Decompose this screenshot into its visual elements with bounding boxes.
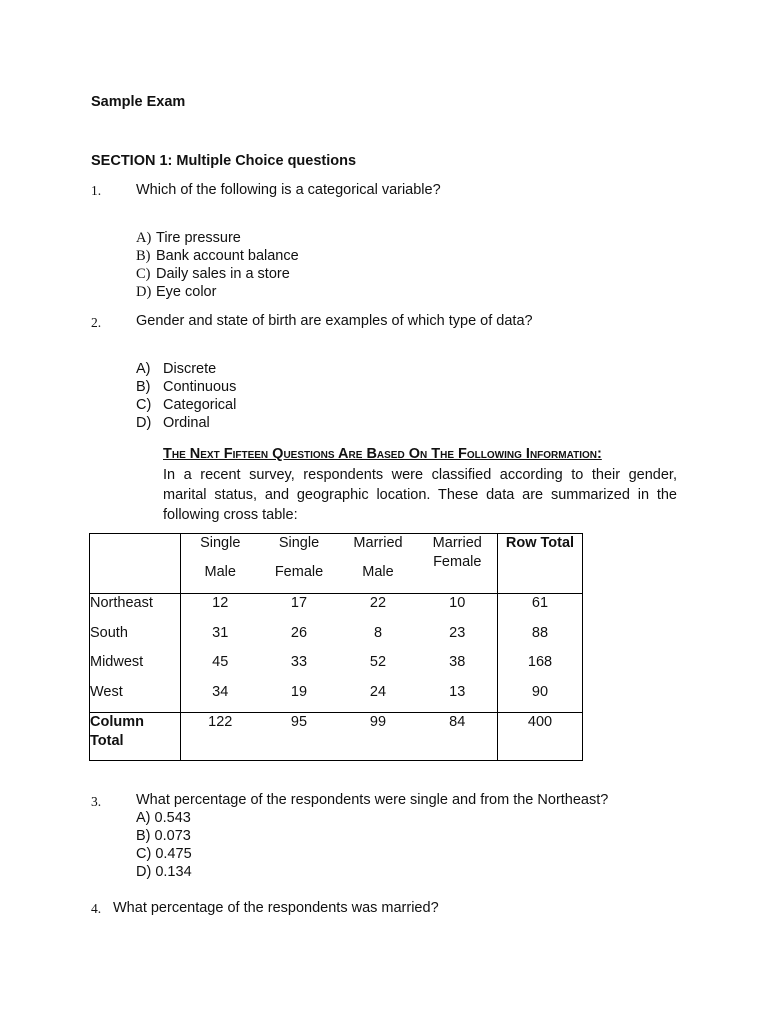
table-cell: 95 bbox=[260, 713, 339, 761]
table-cell: 84 bbox=[418, 713, 498, 761]
option-text: Categorical bbox=[163, 397, 237, 413]
option-text: 0.134 bbox=[155, 864, 192, 880]
total-label-line: Column bbox=[90, 714, 144, 730]
option-text: Daily sales in a store bbox=[156, 266, 290, 282]
option-a bbox=[136, 809, 192, 827]
header-line: Male bbox=[362, 564, 394, 580]
table-row bbox=[90, 653, 583, 683]
question-number: 3. bbox=[91, 794, 102, 809]
option-text: Eye color bbox=[156, 284, 217, 300]
table-cell: 33 bbox=[290, 654, 308, 670]
option-a bbox=[136, 229, 299, 247]
option-text: 0.543 bbox=[154, 810, 191, 826]
table-row bbox=[90, 683, 583, 713]
option-letter: C) bbox=[136, 846, 152, 862]
option-c bbox=[136, 396, 236, 414]
option-list bbox=[136, 360, 236, 432]
option-c bbox=[136, 265, 299, 283]
option-letter: D) bbox=[136, 284, 152, 300]
option-a bbox=[136, 360, 236, 378]
table-cell: 31 bbox=[181, 624, 260, 654]
option-letter: D) bbox=[136, 415, 152, 431]
table-cell: 17 bbox=[290, 595, 308, 611]
row-label: Midwest bbox=[90, 653, 181, 683]
cross-table bbox=[89, 533, 583, 761]
option-list bbox=[136, 229, 299, 301]
option-letter: B) bbox=[136, 379, 151, 395]
table-cell: 88 bbox=[498, 624, 583, 654]
header-line: Single bbox=[200, 535, 241, 551]
table-cell: 122 bbox=[181, 713, 260, 761]
table-cell: 400 bbox=[498, 713, 583, 761]
table-cell: 99 bbox=[339, 713, 418, 761]
option-b bbox=[136, 247, 299, 265]
total-label-line: Total bbox=[90, 733, 124, 749]
option-list bbox=[136, 809, 192, 881]
option-text: Continuous bbox=[163, 379, 237, 395]
header-line: Female bbox=[274, 564, 324, 580]
option-letter: A) bbox=[136, 230, 152, 246]
row-label bbox=[90, 713, 181, 761]
option-text: 0.073 bbox=[154, 828, 191, 844]
option-text: Ordinal bbox=[163, 415, 210, 431]
header-line: Female bbox=[433, 554, 482, 570]
option-letter: D) bbox=[136, 864, 152, 880]
table-header-cell bbox=[260, 534, 339, 594]
option-text: 0.475 bbox=[155, 846, 192, 862]
question-number: 1. bbox=[91, 183, 102, 198]
option-d bbox=[136, 414, 236, 432]
option-text: Bank account balance bbox=[156, 248, 299, 264]
table-header-cell bbox=[498, 534, 583, 594]
table-cell: 24 bbox=[369, 683, 387, 700]
option-b bbox=[136, 378, 236, 396]
page-title: Sample Exam bbox=[91, 94, 186, 110]
option-letter: A) bbox=[136, 810, 151, 826]
table-cell: 90 bbox=[498, 683, 583, 713]
table-cell: 8 bbox=[373, 624, 383, 641]
table-header-row bbox=[90, 534, 583, 594]
option-d bbox=[136, 283, 299, 301]
table-cell: 12 bbox=[181, 594, 260, 624]
option-d bbox=[136, 863, 192, 881]
option-b bbox=[136, 827, 192, 845]
question-number: 2. bbox=[91, 315, 102, 330]
table-cell: 23 bbox=[418, 624, 498, 654]
question-number: 4. bbox=[91, 901, 102, 916]
table-corner-cell bbox=[90, 534, 181, 594]
table-cell: 19 bbox=[290, 683, 308, 700]
question-text: What percentage of the respondents were single and from the Northeast? bbox=[136, 792, 609, 808]
question-text: What percentage of the respondents was married? bbox=[113, 900, 439, 916]
table-header-cell bbox=[339, 534, 418, 594]
row-label: South bbox=[90, 624, 181, 654]
option-letter: B) bbox=[136, 248, 151, 264]
table-cell: 52 bbox=[369, 654, 387, 670]
table-cell: 13 bbox=[418, 683, 498, 713]
table-cell: 61 bbox=[498, 594, 583, 624]
table-row bbox=[90, 624, 583, 654]
option-letter: A) bbox=[136, 361, 151, 377]
header-line: Single bbox=[278, 535, 320, 551]
table-cell: 45 bbox=[181, 653, 260, 683]
table-cell: 34 bbox=[181, 683, 260, 713]
header-line: Married bbox=[432, 535, 482, 551]
option-letter: C) bbox=[136, 266, 151, 282]
table-header-cell bbox=[181, 534, 260, 594]
info-heading: The Next Fifteen Questions Are Based On The Following Information: bbox=[163, 446, 602, 462]
option-c bbox=[136, 845, 192, 863]
table-cell: 10 bbox=[418, 594, 498, 624]
row-label: Northeast bbox=[90, 594, 181, 624]
header-line: Married bbox=[353, 535, 403, 551]
header-line: Row Total bbox=[505, 535, 575, 551]
table-row bbox=[90, 594, 583, 624]
info-paragraph: In a recent survey, respondents were classified according to their gender, marital status, and geographic location. These data are summarized in the following cross table: bbox=[163, 467, 677, 523]
option-letter: C) bbox=[136, 397, 152, 413]
table-cell: 38 bbox=[418, 653, 498, 683]
option-letter: B) bbox=[136, 828, 151, 844]
question-text: Gender and state of birth are examples of which type of data? bbox=[136, 313, 533, 329]
option-text: Tire pressure bbox=[156, 230, 241, 246]
question-text: Which of the following is a categorical variable? bbox=[136, 182, 441, 198]
table-total-row bbox=[90, 713, 583, 761]
option-text: Discrete bbox=[163, 361, 217, 377]
table-cell: 168 bbox=[498, 653, 583, 683]
row-label: West bbox=[90, 683, 181, 713]
section-heading: SECTION 1: Multiple Choice questions bbox=[91, 153, 357, 169]
table-header-cell bbox=[418, 534, 498, 594]
table-cell: 22 bbox=[369, 595, 387, 611]
table-cell: 26 bbox=[290, 624, 308, 641]
header-line: Male bbox=[204, 564, 236, 580]
